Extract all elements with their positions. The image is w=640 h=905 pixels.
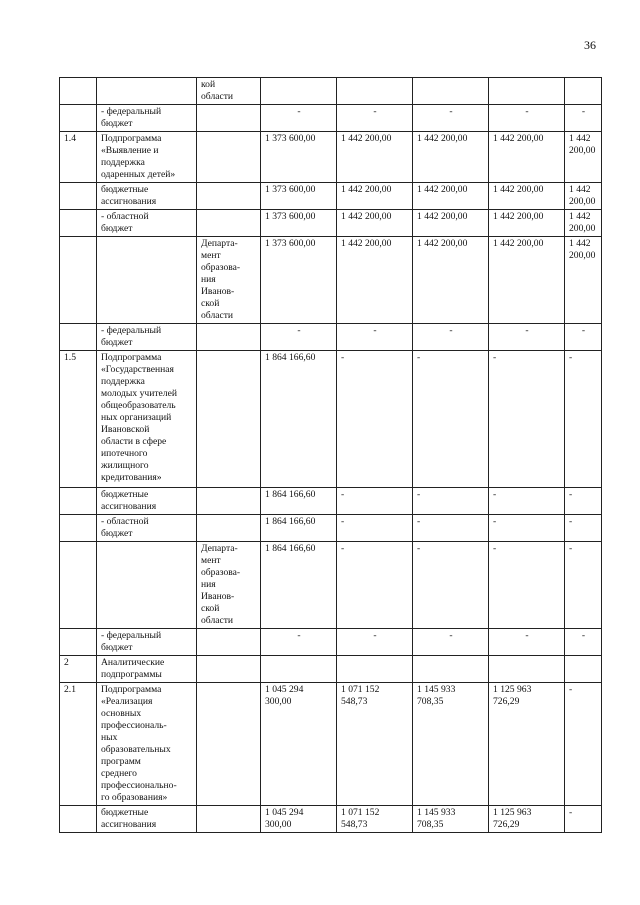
value-cell: 1 071 152 548,73	[337, 683, 413, 806]
value-cell: 1 442 200,00	[489, 183, 565, 210]
value-cell: -	[565, 324, 602, 351]
row-number-cell: 2	[60, 656, 97, 683]
value-cell: -	[565, 683, 602, 806]
value-cell: 1 442 200,00	[413, 237, 489, 324]
value-cell: -	[489, 515, 565, 542]
value-cell: 1 045 294 300,00	[261, 806, 337, 833]
value-cell: 1 442 200,00	[489, 210, 565, 237]
value-cell	[413, 78, 489, 105]
row-name-cell: - федеральный бюджет	[97, 629, 197, 656]
value-cell: 1 045 294 300,00	[261, 683, 337, 806]
value-cell: 1 442 200,00	[565, 132, 602, 183]
value-cell: 1 373 600,00	[261, 237, 337, 324]
executor-cell: кой области	[197, 78, 261, 105]
value-cell: 1 864 166,60	[261, 542, 337, 629]
table-row	[60, 105, 602, 132]
value-cell: 1 442 200,00	[565, 210, 602, 237]
table-row	[60, 351, 602, 488]
table-row	[60, 488, 602, 515]
row-number-cell	[60, 78, 97, 105]
row-number-cell	[60, 542, 97, 629]
value-cell: 1 373 600,00	[261, 183, 337, 210]
value-cell: -	[489, 324, 565, 351]
executor-cell	[197, 806, 261, 833]
row-name-cell: бюджетные ассигнования	[97, 806, 197, 833]
executor-cell	[197, 683, 261, 806]
table-row	[60, 656, 602, 683]
row-name-cell: Подпрограмма «Государственная поддержка молодых учителей общеобразователь ных организаций Ивановской области в сфере ипотечного жилищного кредитования»	[97, 351, 197, 488]
value-cell: -	[413, 515, 489, 542]
table-row	[60, 683, 602, 806]
row-number-cell	[60, 629, 97, 656]
executor-cell	[197, 656, 261, 683]
value-cell: 1 125 963 726,29	[489, 806, 565, 833]
table-row	[60, 237, 602, 324]
value-cell: -	[337, 351, 413, 488]
value-cell	[337, 656, 413, 683]
row-name-cell: - областной бюджет	[97, 210, 197, 237]
value-cell: -	[261, 105, 337, 132]
value-cell: 1 442 200,00	[565, 183, 602, 210]
value-cell: -	[261, 629, 337, 656]
row-name-cell: - областной бюджет	[97, 515, 197, 542]
value-cell: -	[337, 542, 413, 629]
value-cell: 1 442 200,00	[337, 183, 413, 210]
row-name-cell: Подпрограмма «Выявление и поддержка одаренных детей»	[97, 132, 197, 183]
table-row	[60, 542, 602, 629]
value-cell: -	[489, 629, 565, 656]
executor-cell: Департа- мент образова- ния Иванов- ской области	[197, 542, 261, 629]
row-number-cell	[60, 324, 97, 351]
row-number-cell	[60, 237, 97, 324]
value-cell: 1 145 933 708,35	[413, 806, 489, 833]
value-cell: 1 373 600,00	[261, 132, 337, 183]
value-cell: -	[413, 488, 489, 515]
table-row	[60, 515, 602, 542]
value-cell: -	[489, 488, 565, 515]
page-number: 36	[584, 38, 596, 52]
value-cell	[489, 656, 565, 683]
value-cell: -	[413, 542, 489, 629]
value-cell: 1 125 963 726,29	[489, 683, 565, 806]
row-number-cell	[60, 210, 97, 237]
value-cell: 1 442 200,00	[413, 183, 489, 210]
row-number-cell	[60, 515, 97, 542]
executor-cell	[197, 183, 261, 210]
executor-cell	[197, 629, 261, 656]
row-number-cell: 2.1	[60, 683, 97, 806]
value-cell	[337, 78, 413, 105]
table-row	[60, 629, 602, 656]
row-number-cell	[60, 806, 97, 833]
value-cell: -	[337, 105, 413, 132]
value-cell	[565, 656, 602, 683]
row-name-cell	[97, 78, 197, 105]
row-number-cell	[60, 105, 97, 132]
executor-cell	[197, 488, 261, 515]
row-number-cell: 1.4	[60, 132, 97, 183]
value-cell: -	[413, 629, 489, 656]
value-cell: 1 864 166,60	[261, 351, 337, 488]
row-name-cell: бюджетные ассигнования	[97, 488, 197, 515]
value-cell: -	[489, 105, 565, 132]
value-cell: 1 373 600,00	[261, 210, 337, 237]
executor-cell	[197, 132, 261, 183]
value-cell: -	[337, 629, 413, 656]
value-cell: 1 864 166,60	[261, 488, 337, 515]
row-number-cell	[60, 488, 97, 515]
row-name-cell	[97, 542, 197, 629]
executor-cell	[197, 210, 261, 237]
value-cell	[261, 656, 337, 683]
value-cell: 1 442 200,00	[489, 237, 565, 324]
value-cell: -	[565, 515, 602, 542]
table-row	[60, 78, 602, 105]
row-name-cell: - федеральный бюджет	[97, 105, 197, 132]
value-cell: -	[565, 105, 602, 132]
value-cell: -	[337, 324, 413, 351]
value-cell: -	[337, 488, 413, 515]
table-row	[60, 806, 602, 833]
value-cell: 1 442 200,00	[413, 210, 489, 237]
value-cell: -	[565, 351, 602, 488]
executor-cell	[197, 351, 261, 488]
value-cell: 1 442 200,00	[413, 132, 489, 183]
value-cell: 1 442 200,00	[489, 132, 565, 183]
value-cell: -	[565, 806, 602, 833]
executor-cell	[197, 324, 261, 351]
executor-cell	[197, 515, 261, 542]
row-name-cell: - федеральный бюджет	[97, 324, 197, 351]
value-cell	[489, 78, 565, 105]
value-cell: -	[337, 515, 413, 542]
value-cell	[261, 78, 337, 105]
value-cell: -	[565, 542, 602, 629]
value-cell	[565, 78, 602, 105]
value-cell	[413, 656, 489, 683]
row-number-cell: 1.5	[60, 351, 97, 488]
row-name-cell: бюджетные ассигнования	[97, 183, 197, 210]
value-cell: -	[565, 488, 602, 515]
row-name-cell: Подпрограмма «Реализация основных профессиональ- ных образовательных программ среднего профессионально- го образования»	[97, 683, 197, 806]
row-name-cell	[97, 237, 197, 324]
value-cell: -	[489, 351, 565, 488]
value-cell: -	[565, 629, 602, 656]
row-name-cell: Аналитические подпрограммы	[97, 656, 197, 683]
value-cell: 1 864 166,60	[261, 515, 337, 542]
value-cell: -	[413, 351, 489, 488]
value-cell: 1 442 200,00	[337, 237, 413, 324]
value-cell: -	[413, 105, 489, 132]
table-row	[60, 210, 602, 237]
budget-table	[59, 77, 602, 833]
value-cell: 1 442 200,00	[565, 237, 602, 324]
value-cell: -	[413, 324, 489, 351]
value-cell: 1 442 200,00	[337, 132, 413, 183]
table-row	[60, 132, 602, 183]
executor-cell	[197, 105, 261, 132]
executor-cell: Департа- мент образова- ния Иванов- ской области	[197, 237, 261, 324]
value-cell: 1 071 152 548,73	[337, 806, 413, 833]
table-row	[60, 324, 602, 351]
value-cell: 1 442 200,00	[337, 210, 413, 237]
table-row	[60, 183, 602, 210]
value-cell: -	[489, 542, 565, 629]
value-cell: -	[261, 324, 337, 351]
row-number-cell	[60, 183, 97, 210]
value-cell: 1 145 933 708,35	[413, 683, 489, 806]
